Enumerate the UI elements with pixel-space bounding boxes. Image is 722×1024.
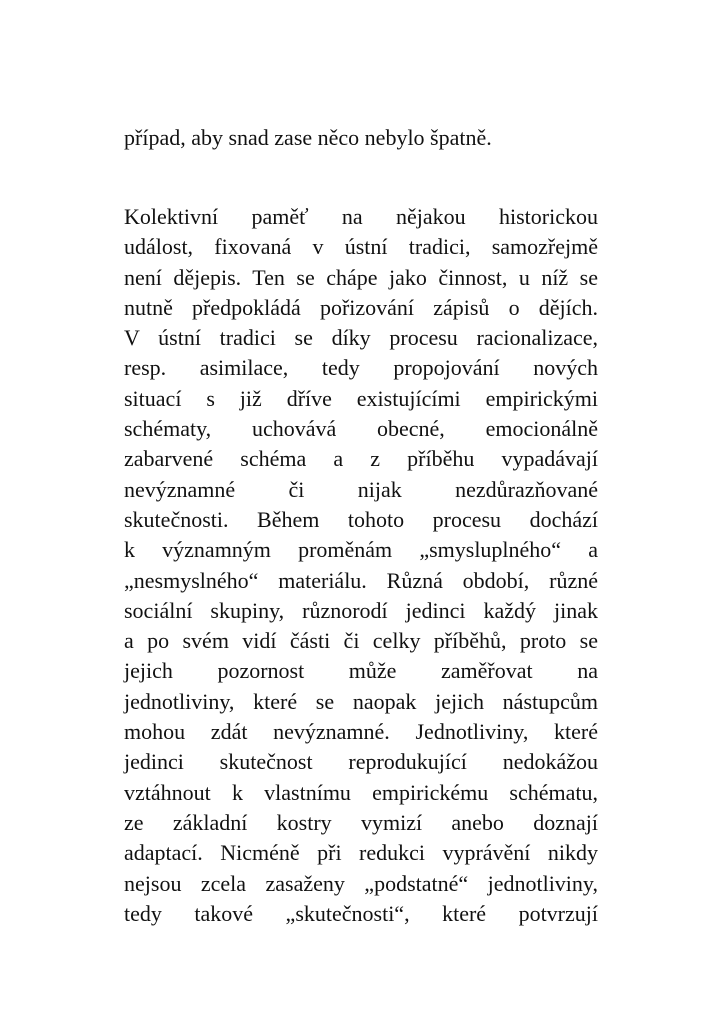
text-line: nejsou zcela zasaženy „podstatné“ jednotliviny, [124, 870, 598, 896]
text-line: tedy takové „skutečnosti“, které potvrzují [124, 900, 598, 926]
text-line: jednotliviny, které se naopak jejich nástupcům [124, 688, 598, 714]
text-line: k významným proměnám „smysluplného“ a [124, 537, 598, 563]
body-paragraph [124, 202, 598, 929]
text-line: resp. asimilace, tedy propojování nových [124, 355, 598, 381]
text-line: zabarvené schéma a z příběhu vypadávají [124, 446, 598, 472]
text-line: není dějepis. Ten se chápe jako činnost, u níž se [124, 264, 598, 290]
text-line: situací s již dříve existujícími empirickými [124, 385, 598, 411]
text-line: mohou zdát nevýznamné. Jednotliviny, které [124, 719, 598, 745]
text-line: případ, aby snad zase něco nebylo špatně. [124, 125, 492, 150]
text-line: událost, fixovaná v ústní tradici, samozřejmě [124, 234, 598, 260]
text-line: ze základní kostry vymizí anebo doznají [124, 809, 598, 835]
text-line: Kolektivní paměť na nějakou historickou [124, 204, 598, 229]
text-line: skutečnosti. Během tohoto procesu dochází [124, 506, 598, 532]
text-line: adaptací. Nicméně při redukci vyprávění nikdy [124, 840, 598, 866]
intro-text [124, 123, 598, 153]
text-line: sociální skupiny, různorodí jedinci každý jinak [124, 597, 598, 623]
text-line: jejich pozornost může zaměřovat na [124, 658, 598, 684]
text-line: „nesmyslného“ materiálu. Různá období, různé [124, 567, 598, 593]
text-line: nevýznamné či nijak nezdůrazňované [124, 476, 598, 502]
text-line: V ústní tradici se díky procesu racionalizace, [124, 325, 598, 351]
text-line: a po svém vidí části či celky příběhů, proto se [124, 628, 598, 654]
text-line: nutně předpokládá pořizování zápisů o dějích. [124, 294, 598, 320]
text-line: jedinci skutečnost reprodukující nedokážou [124, 749, 598, 775]
text-line: schématy, uchovává obecné, emocionálně [124, 416, 598, 442]
text-line: vztáhnout k vlastnímu empirickému schématu, [124, 779, 598, 805]
